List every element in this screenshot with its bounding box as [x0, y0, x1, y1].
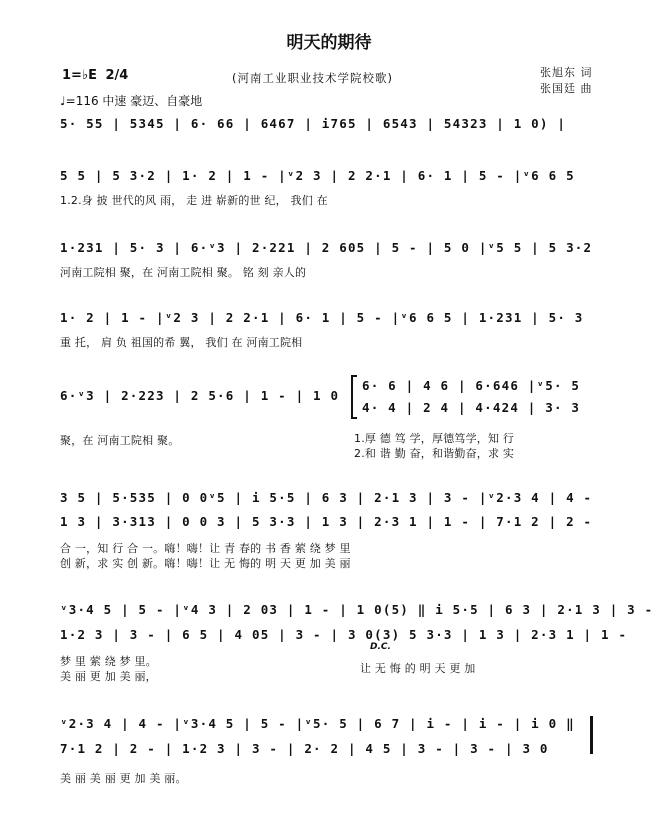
- system-2-notes: 5 5 | 5 3·2 | 1· 2 | 1 - |ᵛ2 3 | 2 2·1 | 6· 1 | 5 - |ᵛ6 6 5: [60, 168, 575, 183]
- system-8-lyrics-continuation: 让 无 悔 的 明 天 更 加: [360, 662, 476, 675]
- lyricist-credit: 张旭东 词: [540, 66, 593, 79]
- system-7-notes-bottom: 1 3 | 3·313 | 0 0 3 | 5 3·3 | 1 3 | 2·3 1 | 1 - | 7·1 2 | 2 -: [60, 514, 593, 529]
- page-title: 明天的期待: [286, 33, 372, 53]
- system-6-notes-bottom: 4· 4 | 2 4 | 4·424 | 3· 3: [362, 400, 581, 415]
- system-8-notes-bottom: 1·2 3 | 3 - | 6 5 | 4 05 | 3 - | 3 0(3) 5 3·3 | 1 3 | 2·3 1 | 1 -: [60, 627, 628, 642]
- system-4-lyrics: 重 托， 肩 负 祖国的希 翼， 我们 在 河南工院相: [60, 336, 303, 349]
- system-7-lyrics-verse-1: 合 一，知 行 合 一。嗨！嗨！让 青 春的 书 香 萦 绕 梦 里: [60, 542, 351, 555]
- subtitle: (河南工业职业技术学院校歌): [232, 71, 393, 85]
- system-8-notes-top: ᵛ3·4 5 | 5 - |ᵛ4 3 | 2 03 | 1 - | 1 0(5) ‖ i 5·5 | 6 3 | 2·1 3 | 3 -: [60, 602, 654, 617]
- system-2-lyrics: 1.2.身 披 世代的风 雨， 走 进 崭新的世 纪， 我们 在: [60, 194, 328, 207]
- system-3-lyrics: 河南工院相 聚，在 河南工院相 聚。 铭 刻 亲人的: [60, 266, 307, 279]
- system-6-lyrics-verse-2: 2.和 谐 勤 奋，和谐勤奋，求 实: [354, 447, 515, 460]
- system-6-lyrics-verse-1: 1.厚 德 笃 学，厚德笃学，知 行: [354, 432, 515, 445]
- system-8-lyrics-verse-2: 美 丽 更 加 美 丽，: [60, 670, 157, 683]
- time-signature: 2/4: [105, 68, 129, 83]
- key-label: 1=♭E: [62, 68, 97, 83]
- system-4-notes: 1· 2 | 1 - |ᵛ2 3 | 2 2·1 | 6· 1 | 5 - |ᵛ6 6 5 | 1·231 | 5· 3: [60, 310, 584, 325]
- system-8-lyrics-verse-1: 梦 里 萦 绕 梦 里。: [60, 655, 157, 668]
- system-5-lyrics: 聚，在 河南工院相 聚。: [60, 434, 180, 447]
- system-1-notes: 5· 55 | 5345 | 6· 66 | 6467 | i765 | 6543 | 54323 | 1 0) |: [60, 116, 567, 131]
- system-5-notes: 6·ᵛ3 | 2·223 | 2 5·6 | 1 - | 1 0: [60, 388, 340, 403]
- system-3-notes: 1·231 | 5· 3 | 6·ᵛ3 | 2·221 | 2 605 | 5 - | 5 0 |ᵛ5 5 | 5 3·2: [60, 240, 593, 255]
- system-9-lyrics: 美 丽 美 丽 更 加 美 丽。: [60, 772, 187, 785]
- final-barline: [590, 716, 593, 754]
- system-6-brace: [351, 375, 357, 419]
- composer-credit: 张国廷 曲: [540, 82, 593, 95]
- system-6-notes-top: 6· 6 | 4 6 | 6·646 |ᵛ5· 5: [362, 378, 581, 393]
- system-7-lyrics-verse-2: 创 新，求 实 创 新。嗨！嗨！让 无 悔的 明 天 更 加 美 丽: [60, 557, 351, 570]
- system-9-notes-top: ᵛ2·3 4 | 4 - |ᵛ3·4 5 | 5 - |ᵛ5· 5 | 6 7 | i - | i - | i 0 ‖: [60, 716, 575, 731]
- da-capo-mark: D.C.: [370, 642, 391, 652]
- tempo-marking: ♩=116 中速 豪迈、自豪地: [60, 94, 203, 108]
- system-7-notes-top: 3 5 | 5·535 | 0 0ᵛ5 | i 5·5 | 6 3 | 2·1 3 | 3 - |ᵛ2·3 4 | 4 -: [60, 490, 593, 505]
- system-9-notes-bottom: 7·1 2 | 2 - | 1·2 3 | 3 - | 2· 2 | 4 5 | 3 - | 3 - | 3 0: [60, 741, 549, 756]
- key-signature: [62, 68, 128, 83]
